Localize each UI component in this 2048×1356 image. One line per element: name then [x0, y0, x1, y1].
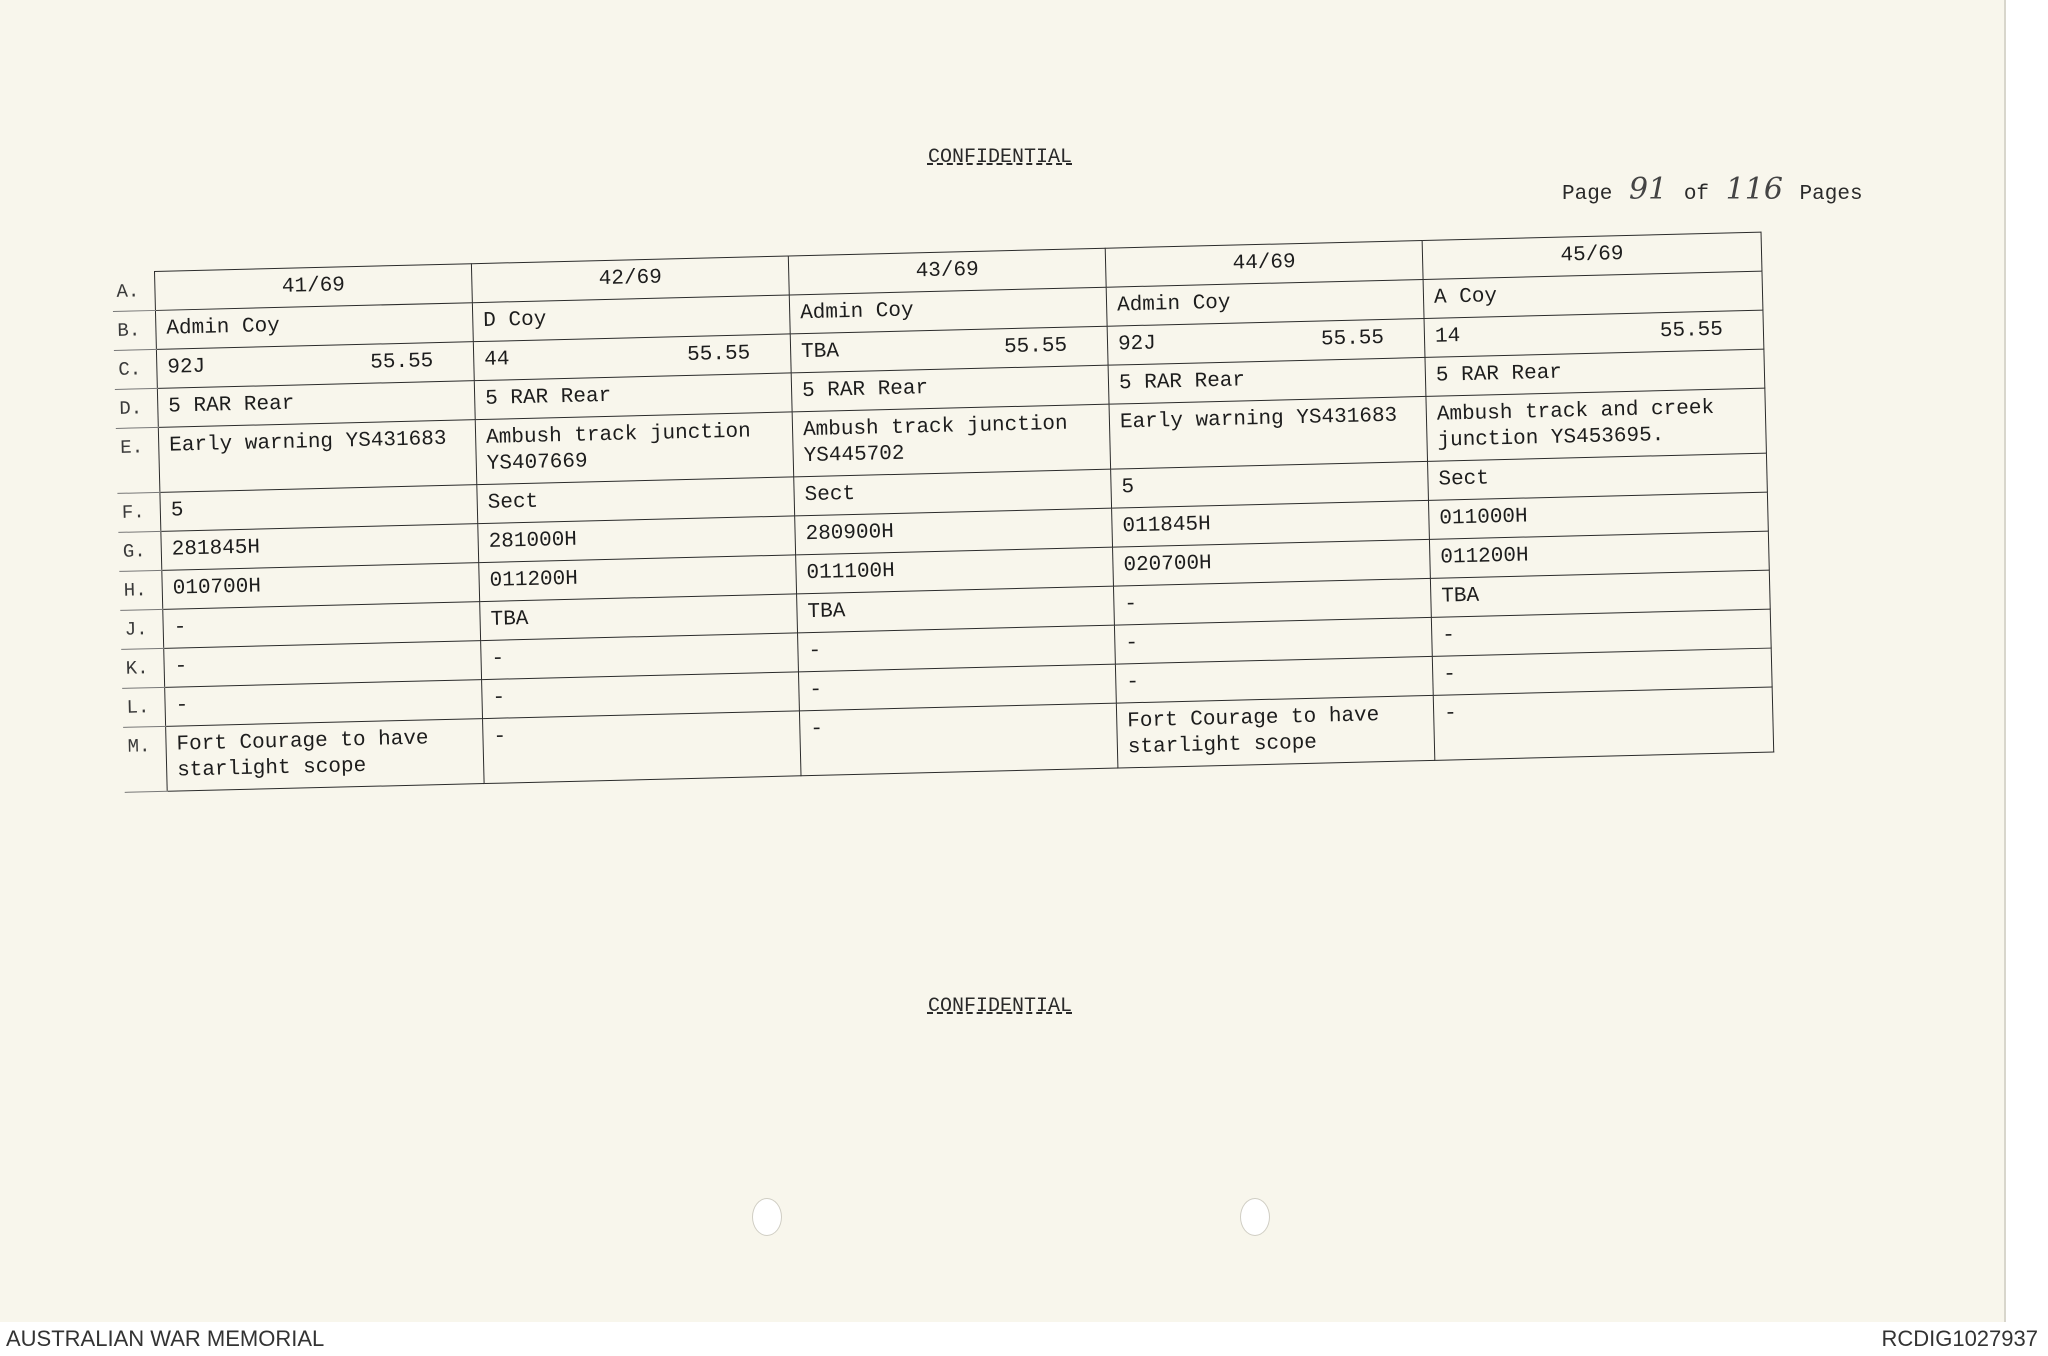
table-cell — [799, 703, 1117, 776]
cell-text: TBA — [490, 607, 529, 632]
cell-text: 011845H — [1122, 513, 1212, 539]
column-header: 45/69 — [1560, 243, 1624, 268]
table-cell — [475, 412, 793, 485]
cell-text: A Coy — [1433, 285, 1498, 310]
cell-text: Ambush track junction YS445702 — [802, 412, 1068, 469]
column-header: 44/69 — [1232, 251, 1296, 276]
table-cell — [158, 420, 476, 493]
cell-text: Fort Courage to have starlight scope — [1127, 704, 1380, 760]
cell-text: - — [810, 717, 824, 742]
cell-text: - — [493, 725, 507, 749]
cell-text: 92J — [167, 355, 206, 380]
of-label: of — [1683, 183, 1710, 206]
punch-hole — [752, 1198, 782, 1236]
cell-text: - — [1443, 702, 1458, 726]
cell-text: Admin Coy — [1116, 291, 1231, 318]
cell-text: - — [175, 694, 189, 718]
cell-text: - — [809, 678, 823, 703]
page-number: 91 — [1629, 172, 1668, 207]
cell-text: 44 — [483, 348, 510, 372]
classification-footer — [0, 995, 2000, 1018]
cell-text: - — [1125, 632, 1139, 656]
cell-text: D Coy — [483, 308, 547, 333]
table-cell — [166, 719, 484, 792]
row-label: L. — [122, 687, 165, 727]
row-label: G. — [118, 531, 161, 571]
page-edge — [2004, 0, 2048, 1322]
cell-text: 281000H — [488, 528, 578, 554]
grid-reference-pair — [484, 341, 781, 374]
row-label: A. — [112, 271, 155, 311]
row-label: K. — [121, 648, 164, 688]
cell-text: Admin Coy — [166, 314, 281, 341]
grid-reference-pair — [1435, 317, 1754, 351]
row-label: E. — [116, 427, 160, 493]
cell-text: 55.55 — [1320, 326, 1385, 352]
cell-text: 55.55 — [686, 342, 751, 367]
cell-text: - — [1126, 671, 1140, 695]
table-cell — [1426, 388, 1766, 461]
column-header: 42/69 — [598, 266, 663, 292]
cell-text: 281845H — [171, 536, 261, 562]
table-cell — [1109, 396, 1427, 469]
cell-text: Sect — [1438, 467, 1490, 492]
cell-text: Early warning YS431683 — [1119, 404, 1398, 435]
cell-text: 010700H — [172, 575, 262, 601]
grid-reference-pair — [167, 348, 464, 381]
cell-text: 011200H — [489, 567, 579, 593]
cell-text: 5 RAR Rear — [1435, 361, 1563, 388]
cell-text: - — [1442, 663, 1457, 687]
cell-text: Ambush track and creek junction YS453695. — [1436, 396, 1715, 453]
cell-text: TBA — [807, 600, 846, 625]
cell-text: Admin Coy — [799, 299, 914, 326]
cell-text: Sect — [487, 490, 539, 515]
row-label: D. — [115, 388, 158, 428]
cell-text: TBA — [800, 340, 840, 365]
classification-footer-text: CONFIDENTIAL — [927, 995, 1073, 1018]
cell-text: 5 RAR Rear — [801, 377, 929, 404]
operations-table — [112, 232, 1774, 793]
cell-text: - — [491, 647, 505, 671]
cell-text: 011100H — [806, 559, 896, 586]
row-label: M. — [123, 726, 167, 792]
cell-text: - — [173, 616, 187, 640]
row-label: H. — [119, 570, 162, 610]
cell-text: 5 — [1121, 476, 1135, 500]
cell-text: - — [808, 639, 822, 664]
cell-text: 280900H — [805, 520, 895, 547]
column-header: 41/69 — [281, 274, 346, 299]
classification-header-text: CONFIDENTIAL — [927, 146, 1073, 169]
grid-reference-pair — [801, 333, 1098, 366]
cell-text: Fort Courage to have starlight scope — [176, 727, 429, 783]
cell-text: 5 RAR Rear — [1118, 369, 1246, 396]
archive-reference: RCDIG1027937 — [1881, 1326, 2038, 1351]
cell-text: 14 — [1434, 325, 1461, 349]
page-label: Page — [1562, 183, 1613, 206]
cell-text: 92J — [1117, 332, 1157, 357]
row-label: J. — [120, 609, 163, 649]
cell-text: 011000H — [1439, 505, 1528, 531]
cell-text: Ambush track junction YS407669 — [485, 420, 752, 476]
row-label: B. — [113, 310, 156, 350]
cell-text: - — [1442, 624, 1456, 648]
cell-text: - — [492, 686, 506, 710]
cell-text: 55.55 — [1659, 318, 1724, 344]
cell-text: 5 RAR Rear — [168, 392, 295, 419]
table-cell — [1116, 695, 1434, 768]
row-label: C. — [114, 349, 157, 389]
grid-reference-pair — [1118, 325, 1415, 358]
classification-header — [0, 146, 2000, 169]
cell-text: 011200H — [1440, 544, 1529, 570]
table-cell — [792, 404, 1110, 477]
cell-text: 5 RAR Rear — [484, 384, 612, 411]
page-total: 116 — [1725, 172, 1783, 207]
cell-text: - — [1124, 593, 1138, 617]
table-cell — [1433, 687, 1773, 760]
cell-text: 55.55 — [1003, 334, 1068, 360]
table-cell — [483, 711, 801, 784]
cell-text: 55.55 — [370, 350, 434, 375]
cell-text: Sect — [804, 482, 856, 508]
cell-text: - — [174, 655, 188, 679]
row-label: F. — [117, 492, 160, 532]
archive-footer — [0, 1322, 2048, 1356]
cell-text: Early warning YS431683 — [168, 427, 447, 458]
archive-name: AUSTRALIAN WAR MEMORIAL — [6, 1326, 325, 1351]
cell-text: 5 — [170, 499, 184, 523]
punch-hole — [1240, 1198, 1270, 1236]
pages-label: Pages — [1799, 183, 1863, 206]
cell-text: TBA — [1441, 584, 1480, 609]
column-header: 43/69 — [915, 258, 979, 284]
page-counter — [1562, 172, 1863, 207]
cell-text: 020700H — [1123, 552, 1212, 578]
